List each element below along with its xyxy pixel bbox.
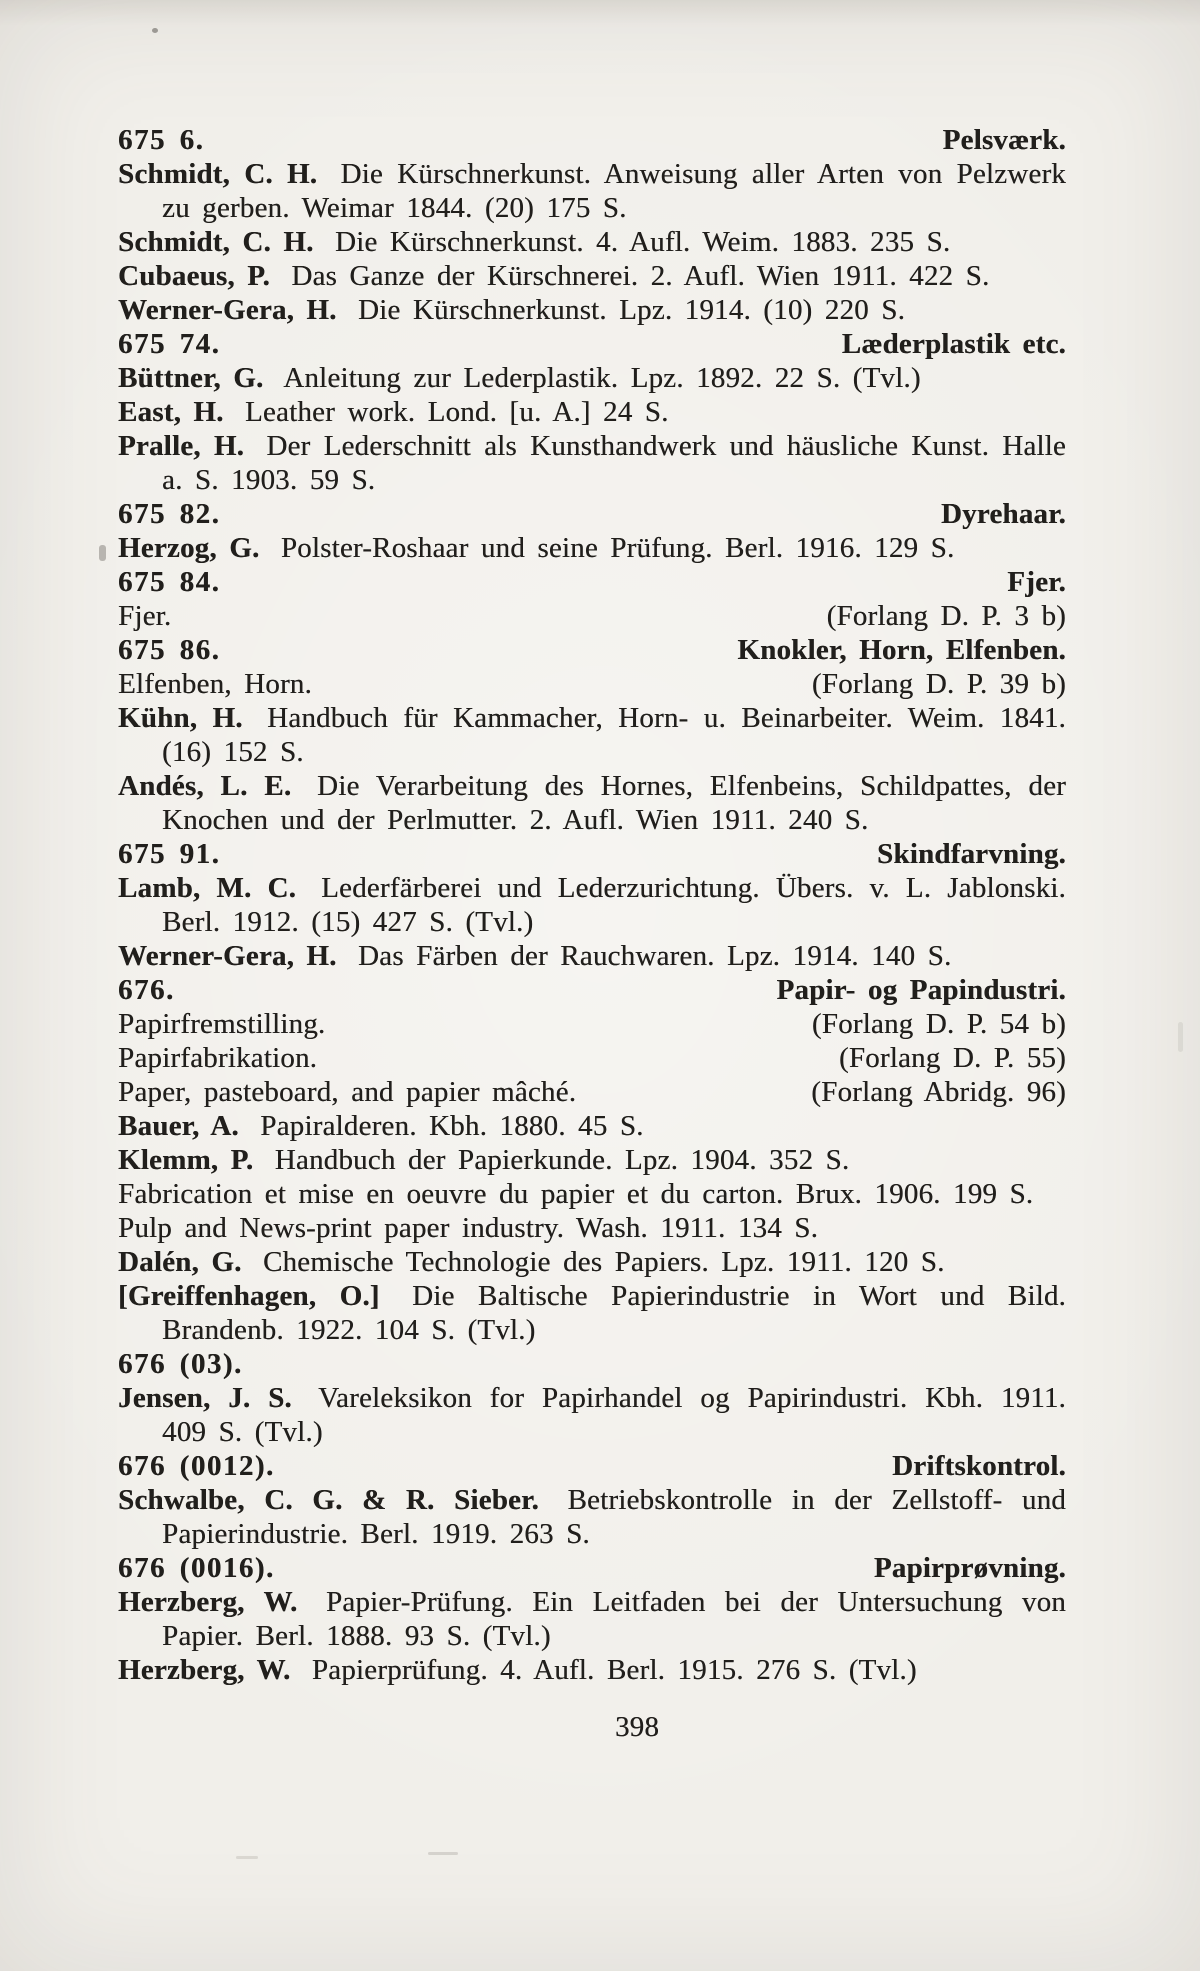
bibliography-entry xyxy=(118,1143,1066,1177)
entry-author: Schwalbe, C. G. & R. Sieber. xyxy=(118,1484,539,1516)
section-label: Dyrehaar. xyxy=(940,498,1066,530)
bibliography-entry xyxy=(118,361,1066,395)
entry-text: Polster-Roshaar und seine Prüfung. Berl. 1916. 129 S. xyxy=(280,532,955,564)
section-heading xyxy=(118,1449,1066,1483)
bibliography-entry xyxy=(118,769,1066,837)
xref-ref: (Forlang D. P. 3 b) xyxy=(826,600,1066,632)
section-heading xyxy=(118,123,1066,157)
section-label: Fjer. xyxy=(1007,566,1066,598)
entry-author: Bauer, A. xyxy=(118,1110,239,1142)
bibliography-entry xyxy=(118,1279,1066,1347)
entry-text: Der Lederschnitt als Kunsthandwerk und häusliche Kunst. Halle a. S. 1903. 59 S. xyxy=(162,430,1066,496)
bibliography-entry xyxy=(118,1653,1066,1687)
xref-ref: (Forlang D. P. 39 b) xyxy=(811,668,1066,700)
scan-speck xyxy=(152,28,158,33)
page-number-row xyxy=(163,1710,1111,1744)
section-code: 676 (0012). xyxy=(118,1450,275,1482)
bibliography-entry xyxy=(118,429,1066,497)
bibliography-entry xyxy=(118,701,1066,769)
entry-author: East, H. xyxy=(118,396,224,428)
xref-term: Papirfremstilling. xyxy=(118,1008,326,1040)
page-number: 398 xyxy=(614,1711,660,1743)
entry-text: Chemische Technologie des Papiers. Lpz. 1911. 120 S. xyxy=(262,1246,945,1278)
entry-author: Pralle, H. xyxy=(118,430,245,462)
cross-reference-row xyxy=(118,667,1066,701)
section-heading xyxy=(118,633,1066,667)
bibliography-entry xyxy=(118,293,1066,327)
entry-author: Werner-Gera, H. xyxy=(118,294,337,326)
entry-text: Handbuch für Kammacher, Horn- u. Beinarbeiter. Weim. 1841. (16) 152 S. xyxy=(162,702,1066,768)
section-heading xyxy=(118,327,1066,361)
entry-text: Das Ganze der Kürschnerei. 2. Aufl. Wien 1911. 422 S. xyxy=(291,260,990,292)
section-label: Skindfarvning. xyxy=(877,838,1066,870)
entry-text: Die Kürschnerkunst. 4. Aufl. Weim. 1883. 235 S. xyxy=(334,226,951,258)
entry-author: Herzberg, W. xyxy=(118,1654,291,1686)
entry-text: Leather work. Lond. [u. A.] 24 S. xyxy=(245,396,669,428)
entry-text: Papiralderen. Kbh. 1880. 45 S. xyxy=(260,1110,644,1142)
entry-author: Jensen, J. S. xyxy=(118,1382,292,1414)
entry-text: Fabrication et mise en oeuvre du papier et du carton. Brux. 1906. 199 S. xyxy=(118,1178,1034,1210)
entry-author: Schmidt, C. H. xyxy=(118,226,314,258)
section-heading xyxy=(118,565,1066,599)
section-heading xyxy=(118,497,1066,531)
section-code: 676. xyxy=(118,974,175,1006)
cross-reference-row xyxy=(118,599,1066,633)
scan-speck xyxy=(99,545,106,561)
entry-text: Vareleksikon for Papirhandel og Papirindustri. Kbh. 1911. 409 S. (Tvl.) xyxy=(162,1382,1067,1448)
entry-text: Papierprüfung. 4. Aufl. Berl. 1915. 276 S. (Tvl.) xyxy=(311,1654,917,1686)
bibliography-entry xyxy=(118,157,1066,225)
bibliography-page xyxy=(118,123,1066,1744)
section-label: Knokler, Horn, Elfenben. xyxy=(737,634,1066,666)
section-label: Papirprøvning. xyxy=(873,1552,1066,1584)
entry-text: Anleitung zur Lederplastik. Lpz. 1892. 22 S. (Tvl.) xyxy=(283,362,921,394)
xref-ref: (Forlang D. P. 54 b) xyxy=(811,1008,1066,1040)
xref-term: Papirfabrikation. xyxy=(118,1042,318,1074)
section-heading xyxy=(118,837,1066,871)
xref-ref: (Forlang Abridg. 96) xyxy=(811,1076,1066,1108)
section-code: 676 (0016). xyxy=(118,1552,275,1584)
bibliography-entry xyxy=(118,939,1066,973)
bibliography-entry xyxy=(118,1483,1066,1551)
bibliography-entry xyxy=(118,1211,1066,1245)
entry-text: Betriebskontrolle in der Zellstoff- und Papierindustrie. Berl. 1919. 263 S. xyxy=(162,1484,1066,1550)
entry-text: Handbuch der Papierkunde. Lpz. 1904. 352 S. xyxy=(274,1144,850,1176)
entry-text: Die Verarbeitung des Hornes, Elfenbeins, Schildpattes, der Knochen und der Perlmutter. 2. Aufl. Wien 1911. 240 S. xyxy=(162,770,1066,836)
entry-author: Werner-Gera, H. xyxy=(118,940,337,972)
section-code: 675 6. xyxy=(118,124,205,156)
section-code: 676 (03). xyxy=(118,1348,243,1380)
section-code: 675 84. xyxy=(118,566,221,598)
entry-text: Die Kürschnerkunst. Lpz. 1914. (10) 220 S. xyxy=(358,294,906,326)
entry-author: Büttner, G. xyxy=(118,362,264,394)
cross-reference-row xyxy=(118,1075,1066,1109)
entry-author: Cubaeus, P. xyxy=(118,260,270,292)
section-heading xyxy=(118,973,1066,1007)
entry-text: Das Färben der Rauchwaren. Lpz. 1914. 140 S. xyxy=(358,940,952,972)
bibliography-entry xyxy=(118,1585,1066,1653)
entry-author: Schmidt, C. H. xyxy=(118,158,318,190)
section-heading xyxy=(118,1347,1066,1381)
entry-author: Herzberg, W. xyxy=(118,1586,298,1618)
entry-text: Lederfärberei und Lederzurichtung. Übers. v. L. Jablonski. Berl. 1912. (15) 427 S. (Tvl.) xyxy=(162,872,1066,938)
entry-author: Lamb, M. C. xyxy=(118,872,297,904)
section-code: 675 74. xyxy=(118,328,221,360)
section-code: 675 82. xyxy=(118,498,221,530)
section-code: 675 86. xyxy=(118,634,221,666)
entry-author: Kühn, H. xyxy=(118,702,243,734)
bibliography-entry xyxy=(118,871,1066,939)
bibliography-entry xyxy=(118,395,1066,429)
xref-term: Paper, pasteboard, and papier mâché. xyxy=(118,1076,577,1108)
bibliography-entry xyxy=(118,259,1066,293)
scan-speck xyxy=(236,1856,258,1859)
entry-author: Andés, L. E. xyxy=(118,770,292,802)
xref-term: Fjer. xyxy=(118,600,172,632)
entry-list xyxy=(118,123,1066,1687)
bibliography-entry xyxy=(118,225,1066,259)
cross-reference-row xyxy=(118,1041,1066,1075)
xref-ref: (Forlang D. P. 55) xyxy=(838,1042,1066,1074)
entry-text: Die Baltische Papierindustrie in Wort und Bild. Brandenb. 1922. 104 S. (Tvl.) xyxy=(162,1280,1066,1346)
entry-text: Papier-Prüfung. Ein Leitfaden bei der Untersuchung von Papier. Berl. 1888. 93 S. (Tvl.) xyxy=(162,1586,1066,1652)
bibliography-entry xyxy=(118,1177,1066,1211)
section-code: 675 91. xyxy=(118,838,221,870)
bibliography-entry xyxy=(118,531,1066,565)
section-label: Læderplastik etc. xyxy=(841,328,1066,360)
entry-text: Die Kürschnerkunst. Anweisung aller Arten von Pelzwerk zu gerben. Weimar 1844. (20) 175 S. xyxy=(162,158,1066,224)
bibliography-entry xyxy=(118,1109,1066,1143)
section-label: Papir- og Papindustri. xyxy=(776,974,1066,1006)
entry-author: Klemm, P. xyxy=(118,1144,254,1176)
section-label: Driftskontrol. xyxy=(892,1450,1066,1482)
bibliography-entry xyxy=(118,1245,1066,1279)
section-heading xyxy=(118,1551,1066,1585)
entry-author: Dalén, G. xyxy=(118,1246,242,1278)
entry-text: Pulp and News-print paper industry. Wash. 1911. 134 S. xyxy=(118,1212,819,1244)
cross-reference-row xyxy=(118,1007,1066,1041)
scan-speck xyxy=(1178,1022,1183,1052)
bibliography-entry xyxy=(118,1381,1066,1449)
entry-author: [Greiffenhagen, O.] xyxy=(118,1280,380,1312)
entry-author: Herzog, G. xyxy=(118,532,260,564)
scan-speck xyxy=(428,1852,458,1855)
section-label: Pelsværk. xyxy=(942,124,1066,156)
xref-term: Elfenben, Horn. xyxy=(118,668,312,700)
